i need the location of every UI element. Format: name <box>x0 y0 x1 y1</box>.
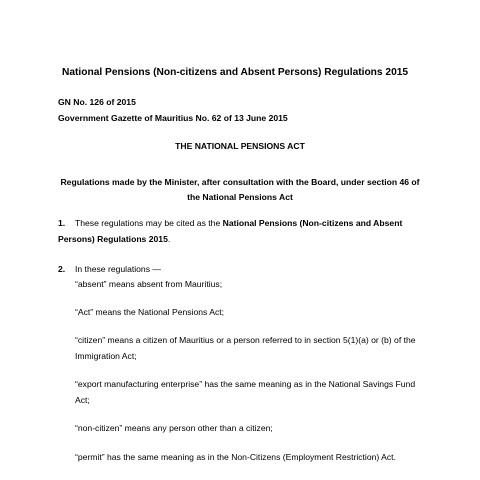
definition-export-enterprise-line-1: “export manufacturing enterprise” has the same meaning as in the National Savings Fund <box>75 379 416 389</box>
gn-number: GN No. 126 of 2015 <box>58 97 136 107</box>
enacting-formula-line-1: Regulations made by the Minister, after consultation with the Board, under section 46 of <box>60 177 420 187</box>
definition-absent: “absent” means absent from Mauritius; <box>75 279 223 289</box>
definition-non-citizen: “non-citizen” means any person other than a citizen; <box>75 423 273 433</box>
act-heading: THE NATIONAL PENSIONS ACT <box>175 141 305 151</box>
definition-act: “Act” means the National Pensions Act; <box>75 307 225 317</box>
paragraph-1-citation-part-2: Persons) Regulations 2015 <box>58 234 168 244</box>
enacting-formula <box>0 175 480 205</box>
paragraph-1-text: These regulations may be cited as the <box>75 218 223 228</box>
definition-citizen-line-1: “citizen” means a citizen of Mauritius or a person referred to in section 5(1)(a) or (b) of the <box>75 335 416 345</box>
paragraph-1-end: . <box>167 234 171 244</box>
paragraph-2-number: 2. <box>58 264 66 274</box>
gazette-reference: Government Gazette of Mauritius No. 62 of 13 June 2015 <box>58 113 288 123</box>
enacting-formula-line-2: the National Pensions Act <box>187 192 293 202</box>
paragraph-1-number: 1. <box>58 218 66 228</box>
paragraph-2-intro-line <box>58 264 161 275</box>
paragraph-2-intro: In these regulations — <box>75 264 161 274</box>
definition-citizen-line-2: Immigration Act; <box>75 351 137 361</box>
paragraph-1-citation-part-1: National Pensions (Non-citizens and Absent <box>222 218 403 228</box>
definition-export-enterprise-line-2: Act; <box>75 395 90 405</box>
paragraph-1-line-2 <box>58 234 170 245</box>
definition-permit: “permit” has the same meaning as in the Non-Citizens (Employment Restriction) Act. <box>75 452 396 462</box>
document-title: National Pensions (Non-citizens and Absent Persons) Regulations 2015 <box>62 67 409 78</box>
paragraph-1-line-1 <box>58 218 402 229</box>
